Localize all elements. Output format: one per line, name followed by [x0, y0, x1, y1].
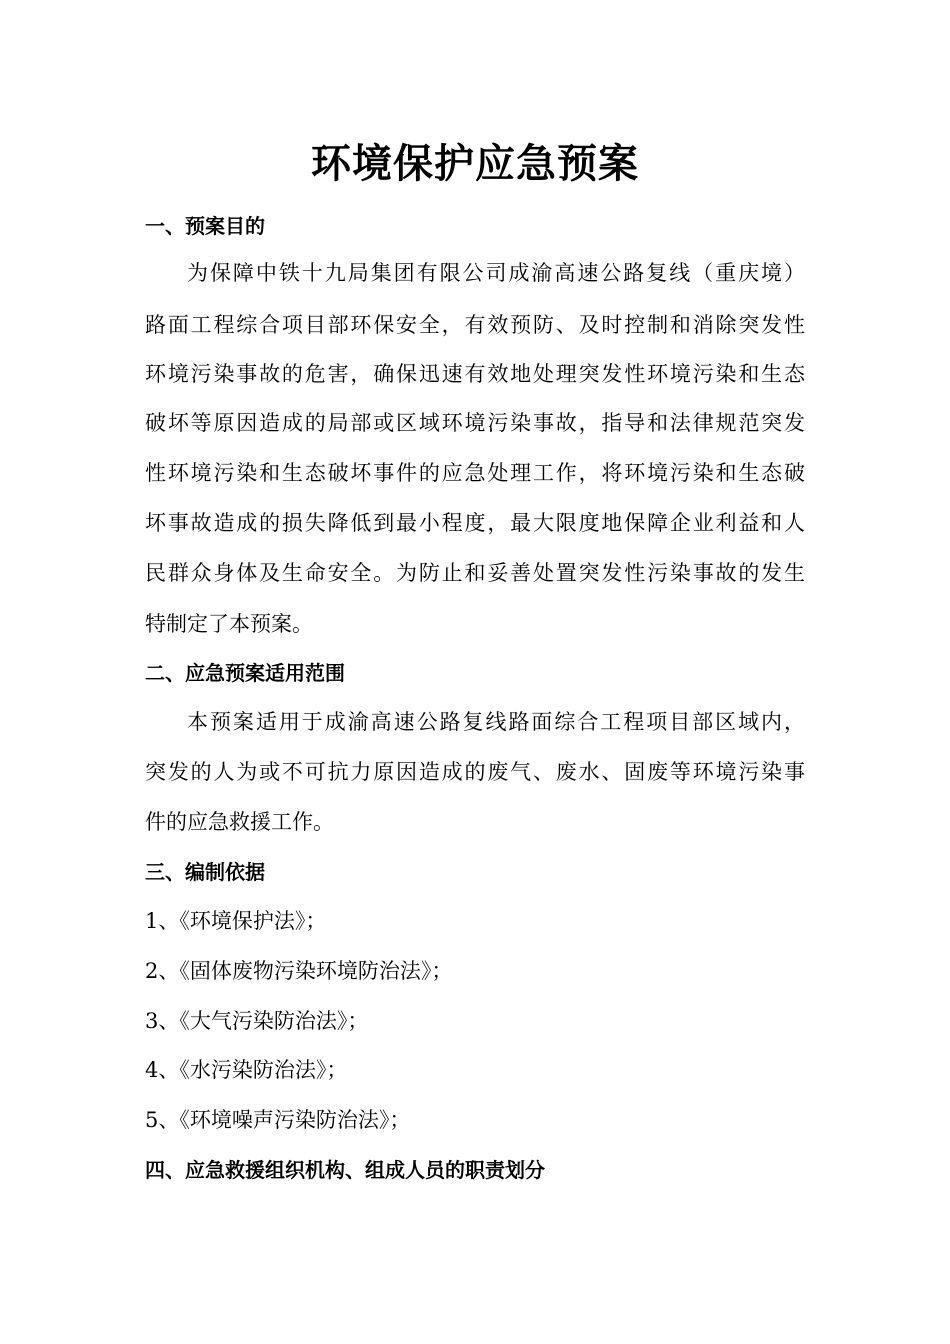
paragraph-line: 坏事故造成的损失降低到最小程度，最大限度地保障企业利益和人: [145, 511, 805, 535]
paragraph-line: 本预案适用于成渝高速公路复线路面综合工程项目部区域内，: [187, 710, 805, 734]
paragraph-line: 特制定了本预案。: [145, 612, 313, 636]
paragraph-line: 破坏等原因造成的局部或区域环境污染事故，指导和法律规范突发: [145, 411, 805, 435]
paragraph-line: 性环境污染和生态破坏事件的应急处理工作，将环境污染和生态破: [145, 461, 805, 485]
document-title: 环境保护应急预案: [311, 141, 639, 187]
paragraph-line: 民群众身体及生命安全。为防止和妥善处置突发性污染事故的发生: [145, 561, 805, 585]
list-item: 2、《固体废物污染环境防治法》；: [145, 959, 453, 983]
list-item: 3、《大气污染防治法》；: [145, 1009, 369, 1033]
section-heading-basis: 三、编制依据: [145, 860, 265, 884]
paragraph-line: 突发的人为或不可抗力原因造成的废气、废水、固废等环境污染事: [145, 760, 805, 784]
paragraph-line: 环境污染事故的危害，确保迅速有效地处理突发性环境污染和生态: [145, 362, 805, 386]
list-item: 5、《环境噪声污染防治法》；: [145, 1108, 411, 1132]
paragraph-line: 路面工程综合项目部环保安全，有效预防、及时控制和消除突发性: [145, 313, 805, 337]
list-item: 1、《环境保护法》；: [145, 909, 327, 933]
paragraph-line: 件的应急救援工作。: [145, 810, 334, 834]
list-item: 4、《水污染防治法》；: [145, 1058, 348, 1082]
section-heading-organization: 四、应急救援组织机构、组成人员的职责划分: [145, 1158, 545, 1182]
section-heading-scope: 二、应急预案适用范围: [145, 661, 345, 685]
section-heading-purpose: 一、预案目的: [145, 214, 265, 238]
paragraph-line: 为保障中铁十九局集团有限公司成渝高速公路复线（重庆境）: [187, 261, 805, 285]
